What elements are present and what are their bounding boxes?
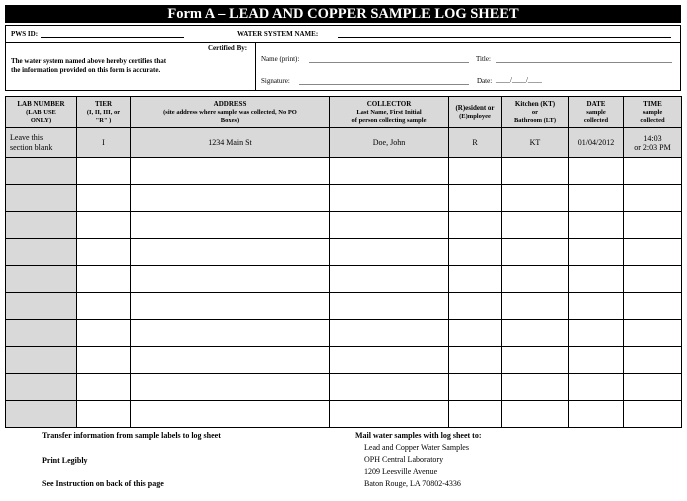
col-time: TIME sample collected [624, 97, 682, 128]
location-cell[interactable] [502, 347, 569, 374]
time-cell[interactable] [624, 320, 682, 347]
location-cell[interactable] [502, 212, 569, 239]
resident-cell[interactable] [449, 401, 502, 428]
sample-log-table [5, 96, 682, 428]
example-date: 01/04/2012 [569, 128, 624, 158]
form-title: Form A – LEAD AND COPPER SAMPLE LOG SHEET [5, 5, 681, 23]
date-cell[interactable] [569, 185, 624, 212]
example-location: KT [502, 128, 569, 158]
tier-cell[interactable] [77, 212, 131, 239]
address-cell[interactable] [131, 401, 330, 428]
collector-cell[interactable] [330, 185, 449, 212]
date-cell[interactable] [569, 347, 624, 374]
collector-cell[interactable] [330, 212, 449, 239]
resident-cell[interactable] [449, 158, 502, 185]
lab-number-cell[interactable] [6, 239, 77, 266]
table-row [6, 212, 682, 239]
table-row [6, 158, 682, 185]
col-kitchen-bathroom: Kitchen (KT) or Bathroom (LT) [502, 97, 569, 128]
footer-instruction-note: See Instruction on back of this page [42, 479, 164, 488]
header-vertical-divider [255, 42, 256, 91]
lab-number-cell[interactable] [6, 185, 77, 212]
location-cell[interactable] [502, 374, 569, 401]
time-cell[interactable] [624, 158, 682, 185]
time-cell[interactable] [624, 212, 682, 239]
mail-address-line: Baton Rouge, LA 70802-4336 [364, 479, 461, 488]
address-cell[interactable] [131, 158, 330, 185]
collector-cell[interactable] [330, 239, 449, 266]
resident-cell[interactable] [449, 347, 502, 374]
collector-cell[interactable] [330, 374, 449, 401]
lab-number-cell[interactable] [6, 212, 77, 239]
table-header-row [6, 97, 682, 128]
tier-cell[interactable] [77, 158, 131, 185]
time-cell[interactable] [624, 347, 682, 374]
col-address: ADDRESS (site address where sample was collected, No PO Boxes) [131, 97, 330, 128]
location-cell[interactable] [502, 293, 569, 320]
time-cell[interactable] [624, 185, 682, 212]
example-address: 1234 Main St [131, 128, 330, 158]
certified-by-label: Certified By: [208, 44, 248, 52]
lab-number-cell[interactable] [6, 374, 77, 401]
example-time: 14:03 or 2:03 PM [624, 128, 682, 158]
resident-cell[interactable] [449, 185, 502, 212]
tier-cell[interactable] [77, 266, 131, 293]
date-cell[interactable] [569, 374, 624, 401]
time-cell[interactable] [624, 266, 682, 293]
mail-address-line: OPH Central Laboratory [364, 455, 444, 464]
address-cell[interactable] [131, 185, 330, 212]
time-cell[interactable] [624, 374, 682, 401]
address-cell[interactable] [131, 293, 330, 320]
time-cell[interactable] [624, 293, 682, 320]
time-cell[interactable] [624, 239, 682, 266]
date-cell[interactable] [569, 320, 624, 347]
lab-number-cell[interactable] [6, 158, 77, 185]
tier-cell[interactable] [77, 374, 131, 401]
tier-cell[interactable] [77, 185, 131, 212]
footer-transfer-note: Transfer information from sample labels to log sheet [42, 431, 221, 440]
pws-id-field[interactable] [41, 37, 184, 38]
table-row [6, 374, 682, 401]
mail-address-line: 1209 Leesville Avenue [364, 467, 438, 476]
title-label: Title: [476, 55, 491, 63]
address-cell[interactable] [131, 374, 330, 401]
tier-cell[interactable] [77, 239, 131, 266]
resident-cell[interactable] [449, 374, 502, 401]
example-tier: I [77, 128, 131, 158]
certify-text-line1: The water system named above hereby certifies that [11, 57, 167, 65]
location-cell[interactable] [502, 320, 569, 347]
date-cell[interactable] [569, 239, 624, 266]
name-print-label: Name (print): [261, 55, 300, 63]
date-cell[interactable] [569, 266, 624, 293]
collector-cell[interactable] [330, 293, 449, 320]
date-cell[interactable] [569, 212, 624, 239]
certify-text-line2: the information provided on this form is accurate. [11, 66, 161, 74]
collector-cell[interactable] [330, 401, 449, 428]
lab-number-cell[interactable] [6, 320, 77, 347]
address-cell[interactable] [131, 266, 330, 293]
address-cell[interactable] [131, 239, 330, 266]
water-system-name-label: WATER SYSTEM NAME: [237, 30, 319, 38]
address-cell[interactable] [131, 320, 330, 347]
date-field[interactable]: ____/____/____ [496, 76, 542, 84]
title-field[interactable] [496, 62, 672, 63]
name-print-field[interactable] [309, 62, 469, 63]
location-cell[interactable] [502, 266, 569, 293]
footer-print-legibly: Print Legibly [42, 456, 88, 465]
pws-id-label: PWS ID: [11, 30, 39, 38]
col-collector: COLLECTOR Last Name, First Initial of person collecting sample [330, 97, 449, 128]
location-cell[interactable] [502, 239, 569, 266]
collector-cell[interactable] [330, 320, 449, 347]
date-cell[interactable] [569, 158, 624, 185]
collector-cell[interactable] [330, 266, 449, 293]
address-cell[interactable] [131, 347, 330, 374]
col-resident-employee: (R)esident or (E)mployee [449, 97, 502, 128]
collector-cell[interactable] [330, 158, 449, 185]
resident-cell[interactable] [449, 212, 502, 239]
location-cell[interactable] [502, 185, 569, 212]
table-row [6, 239, 682, 266]
col-tier: TIER (I, II, III, or "R" ) [77, 97, 131, 128]
resident-cell[interactable] [449, 320, 502, 347]
table-row [6, 185, 682, 212]
time-cell[interactable] [624, 401, 682, 428]
signature-field[interactable] [299, 84, 469, 85]
mail-heading: Mail water samples with log sheet to: [355, 431, 482, 440]
table-row [6, 401, 682, 428]
tier-cell[interactable] [77, 293, 131, 320]
resident-cell[interactable] [449, 293, 502, 320]
example-lab-number: Leave this section blank [6, 128, 77, 158]
col-lab-number: LAB NUMBER (LAB USE ONLY) [6, 97, 77, 128]
lab-number-cell[interactable] [6, 266, 77, 293]
signature-label: Signature: [261, 77, 290, 85]
lab-number-cell[interactable] [6, 293, 77, 320]
water-system-name-field[interactable] [338, 37, 671, 38]
tier-cell[interactable] [77, 401, 131, 428]
table-row [6, 266, 682, 293]
lab-number-cell[interactable] [6, 347, 77, 374]
example-resident: R [449, 128, 502, 158]
mail-address-line: Lead and Copper Water Samples [364, 443, 469, 452]
date-label: Date: [477, 77, 493, 85]
header-divider [6, 42, 680, 43]
example-collector: Doe, John [330, 128, 449, 158]
col-date: DATE sample collected [569, 97, 624, 128]
location-cell[interactable] [502, 158, 569, 185]
collector-cell[interactable] [330, 347, 449, 374]
tier-cell[interactable] [77, 347, 131, 374]
resident-cell[interactable] [449, 266, 502, 293]
date-cell[interactable] [569, 293, 624, 320]
address-cell[interactable] [131, 212, 330, 239]
header-section [5, 25, 681, 91]
table-row [6, 347, 682, 374]
example-row [6, 128, 682, 158]
table-row [6, 293, 682, 320]
lab-number-cell[interactable] [6, 401, 77, 428]
date-cell[interactable] [569, 401, 624, 428]
location-cell[interactable] [502, 401, 569, 428]
resident-cell[interactable] [449, 239, 502, 266]
table-row [6, 320, 682, 347]
tier-cell[interactable] [77, 320, 131, 347]
